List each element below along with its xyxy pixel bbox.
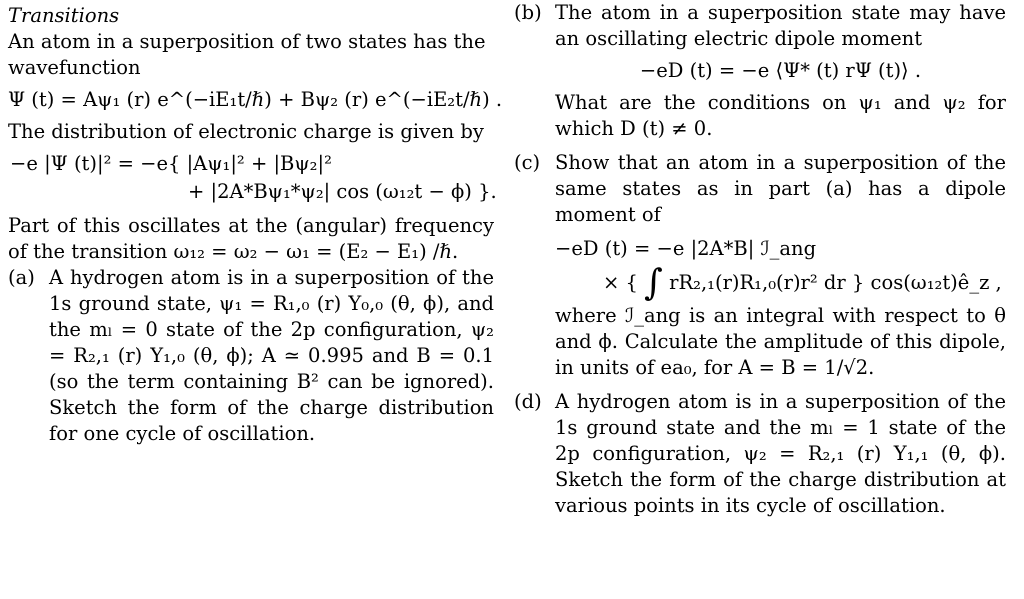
problem-c-label: (c): [514, 151, 541, 174]
left-column: [8, 0, 503, 447]
problem-d-label: (d): [514, 389, 542, 413]
brace-close: }: [851, 271, 865, 294]
problem-b-equation: −eD (t) = −e ⟨Ψ* (t) rΨ (t)⟩ .: [639, 59, 922, 82]
problem-c-text: Show that an atom in a superposition of the same states as in part (a) has a dipole moment of: [555, 151, 1006, 226]
problem-b-text-2: What are the conditions on ψ₁ and ψ₂ for which D (t) ≠ 0.: [555, 91, 1006, 140]
problem-c-equation-line-2: [603, 262, 1006, 304]
wavefunction-equation: Ψ (t) = Aψ₁ (r) e^(−iE₁t/ℏ) + Bψ₂ (r) e^(−iE₂t/ℏ) .: [8, 88, 503, 111]
problem-a: [8, 265, 494, 447]
problem-d-text: A hydrogen atom is in a superposition of the 1s ground state and the mₗ = 1 state of the 2p configuration, ψ₂ = R₂,₁ (r) Y₁,₁ (θ, ϕ). Sketch the form of the charge distribution at various points in its cycle of oscillation.: [555, 389, 1006, 517]
integral-sign: ∫: [644, 262, 663, 304]
section-heading: Transitions: [8, 4, 120, 27]
problem-d: [514, 389, 1006, 519]
integrand: rR₂,₁(r)R₁,₀(r)r² dr: [669, 271, 846, 294]
problem-c-text-2: where ℐ_ang is an integral with respect to θ and ϕ. Calculate the amplitude of this dipole, in units of ea₀, for A = B = 1/√2.: [555, 303, 1006, 379]
distribution-text: The distribution of electronic charge is given by: [8, 120, 484, 143]
intro-text: An atom in a superposition of two states has the wavefunction: [8, 30, 486, 79]
right-column: [514, 0, 1006, 519]
distribution-equation-line-1: −e |Ψ (t)|² = −e{ |Aψ₁|² + |Bψ₂|²: [10, 152, 332, 175]
problem-a-label: (a): [8, 266, 35, 289]
problem-c-equation-line-1: −eD (t) = −e |2A*B| ℐ_ang: [555, 237, 817, 260]
oscillation-text: Part of this oscillates at the (angular) frequency of the transition ω₁₂ = ω₂ − ω₁ = (E₂ − E₁) /ℏ.: [8, 214, 494, 263]
times-brace-open: × {: [603, 271, 638, 294]
problem-b: [514, 0, 1006, 142]
problem-c: [514, 150, 1006, 381]
cos-term: cos(ω₁₂t)ê_z ,: [870, 271, 1002, 294]
problem-a-text: A hydrogen atom is in a superposition of the 1s ground state, ψ₁ = R₁,₀ (r) Y₀,₀ (θ, ϕ), and the mₗ = 0 state of the 2p configuration, ψ₂ = R₂,₁ (r) Y₁,₀ (θ, ϕ); A ≃ 0.995 and B = 0.1 (so the term containing B² can be ignored). Sketch the form of the charge distribution for one cycle of oscillation.: [49, 266, 494, 445]
problem-b-label: (b): [514, 1, 542, 24]
problem-b-text: The atom in a superposition state may have an oscillating electric dipole moment: [555, 1, 1006, 50]
distribution-equation-line-2: + |2A*Bψ₁*ψ₂| cos (ω₁₂t − ϕ) }.: [188, 180, 497, 203]
